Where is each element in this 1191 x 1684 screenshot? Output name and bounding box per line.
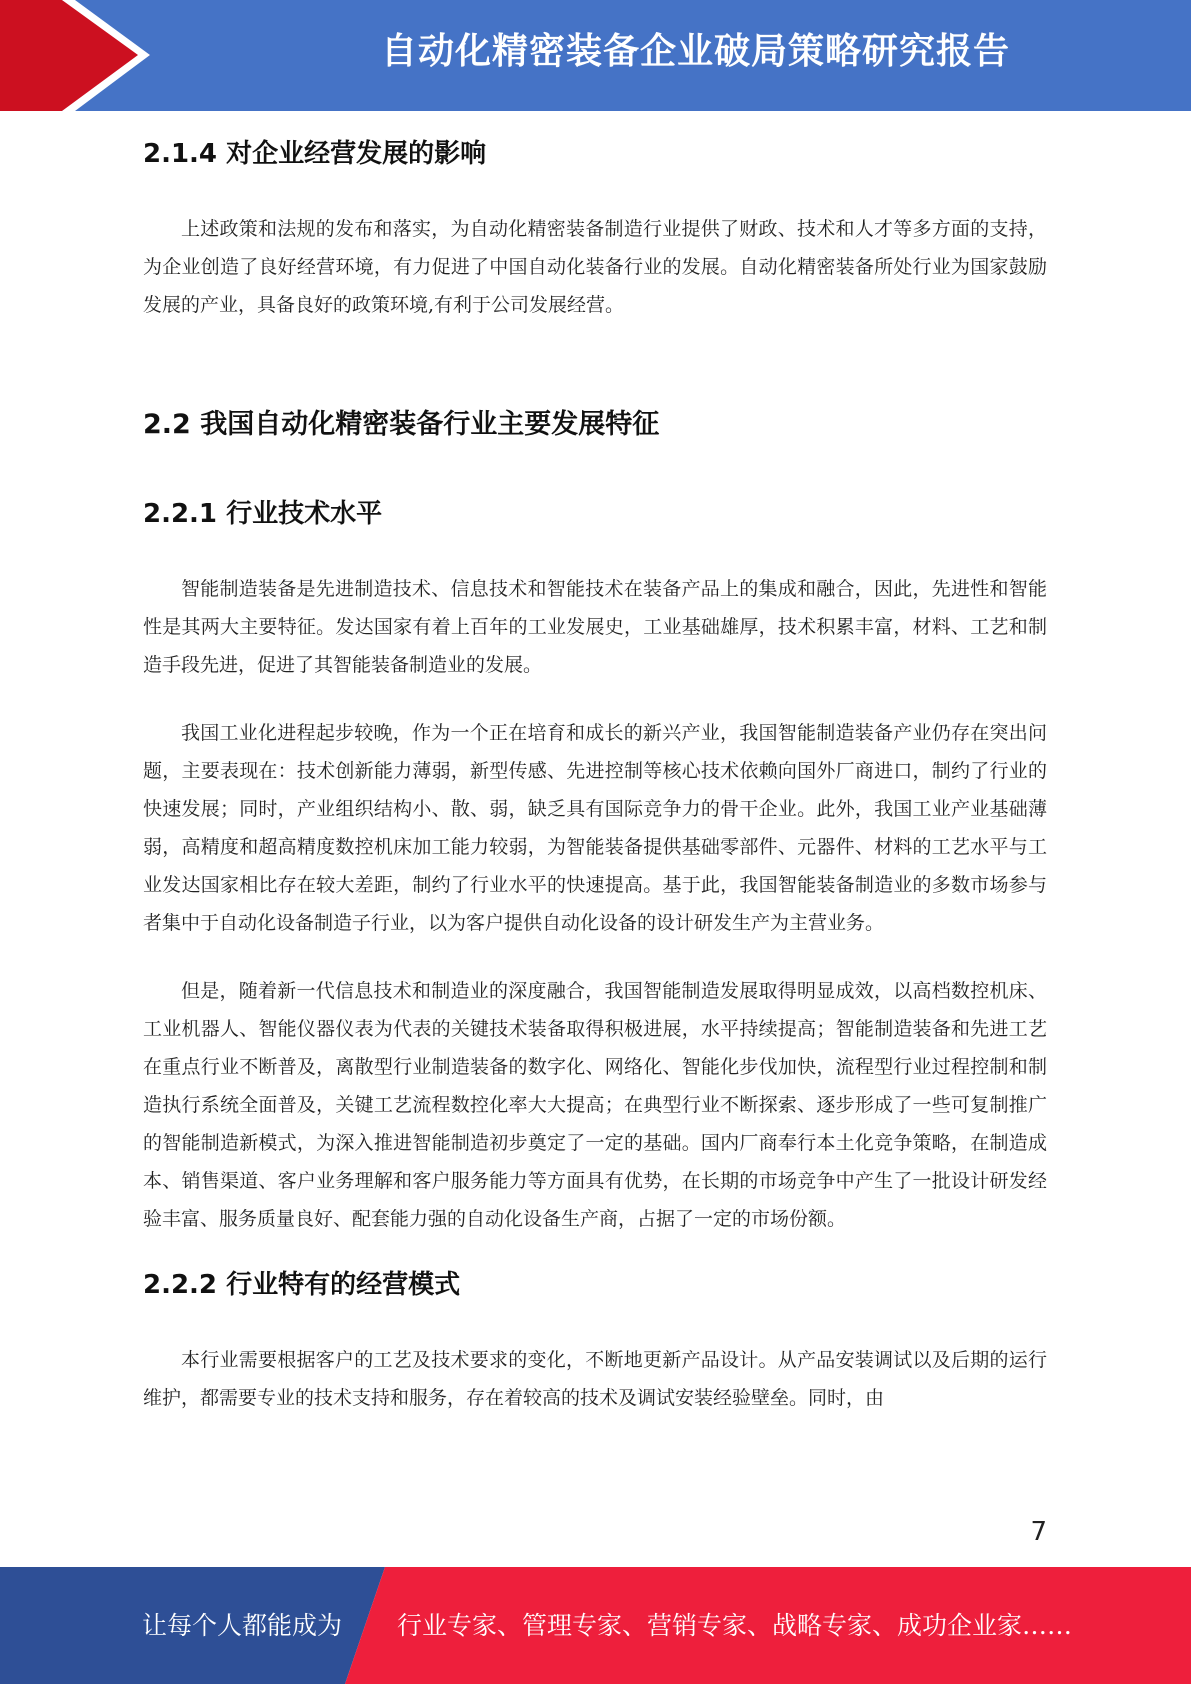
paragraph-2-1-4: 上述政策和法规的发布和落实，为自动化精密装备制造行业提供了财政、技术和人才等多方面的支持，为企业创造了良好经营环境，有力促进了中国自动化装备行业的发展。自动化精密装备所处行业为国家鼓励发展的产业，具备良好的政策环境,有利于公司发展经营。 — [143, 218, 1047, 316]
paragraph-2-2-1-c: 但是，随着新一代信息技术和制造业的深度融合，我国智能制造发展取得明显成效，以高档数控机床、工业机器人、智能仪器仪表为代表的关键技术装备取得积极进展，水平持续提高；智能制造装备和先进工艺在重点行业不断普及，离散型行业制造装备的数字化、网络化、智能化步伐加快，流程型行业过程控制和制造执行系统全面普及，关键工艺流程数控化率大大提高；在典型行业不断探索、逐步形成了一些可复制推广的智能制造新模式，为深入推进智能制造初步奠定了一定的基础。国内厂商奉行本土化竞争策略，在制造成本、销售渠道、客户业务理解和客户服务能力等方面具有优势，在长期的市场竞争中产生了一批设计研发经验丰富、服务质量良好、配套能力强的自动化设备生产商，占据了一定的市场份额。 — [143, 980, 1047, 1230]
paragraph-2-2-1-b: 我国工业化进程起步较晚，作为一个正在培育和成长的新兴产业，我国智能制造装备产业仍存在突出问题，主要表现在：技术创新能力薄弱，新型传感、先进控制等核心技术依赖向国外厂商进口，制约了行业的快速发展；同时，产业组织结构小、散、弱，缺乏具有国际竞争力的骨干企业。此外，我国工业产业基础薄弱，高精度和超高精度数控机床加工能力较弱，为智能装备提供基础零部件、元器件、材料的工艺水平与工业发达国家相比存在较大差距，制约了行业水平的快速提高。基于此，我国智能装备制造业的多数市场参与者集中于自动化设备制造子行业，以为客户提供自动化设备的设计研发生产为主营业务。 — [143, 722, 1047, 934]
section-heading-2-2: 2.2 我国自动化精密装备行业主要发展特征 — [143, 409, 660, 440]
page-footer — [0, 1567, 1191, 1684]
section-heading-2-2-2: 2.2.2 行业特有的经营模式 — [143, 1270, 461, 1300]
footer-slogan-left: 让每个人都能成为 — [142, 1611, 343, 1640]
section-heading-2-2-1: 2.2.1 行业技术水平 — [143, 499, 383, 529]
page-content — [143, 125, 1047, 1417]
report-title: 自动化精密装备企业破局策略研究报告 — [380, 31, 1010, 72]
section-heading-2-1-4: 2.1.4 对企业经营发展的影响 — [143, 139, 487, 169]
page-number: 7 — [1030, 1517, 1047, 1547]
paragraph-2-2-2: 本行业需要根据客户的工艺及技术要求的变化，不断地更新产品设计。从产品安装调试以及后期的运行维护，都需要专业的技术支持和服务，存在着较高的技术及调试安装经验壁垒。同时，由 — [143, 1349, 1047, 1409]
page-header — [0, 0, 1191, 111]
footer-slogan-right: 行业专家、管理专家、营销专家、战略专家、成功企业家…… — [397, 1611, 1073, 1640]
paragraph-2-2-1-a: 智能制造装备是先进制造技术、信息技术和智能技术在装备产品上的集成和融合，因此，先进性和智能性是其两大主要特征。发达国家有着上百年的工业发展史，工业基础雄厚，技术积累丰富，材料、工艺和制造手段先进，促进了其智能装备制造业的发展。 — [143, 578, 1047, 676]
